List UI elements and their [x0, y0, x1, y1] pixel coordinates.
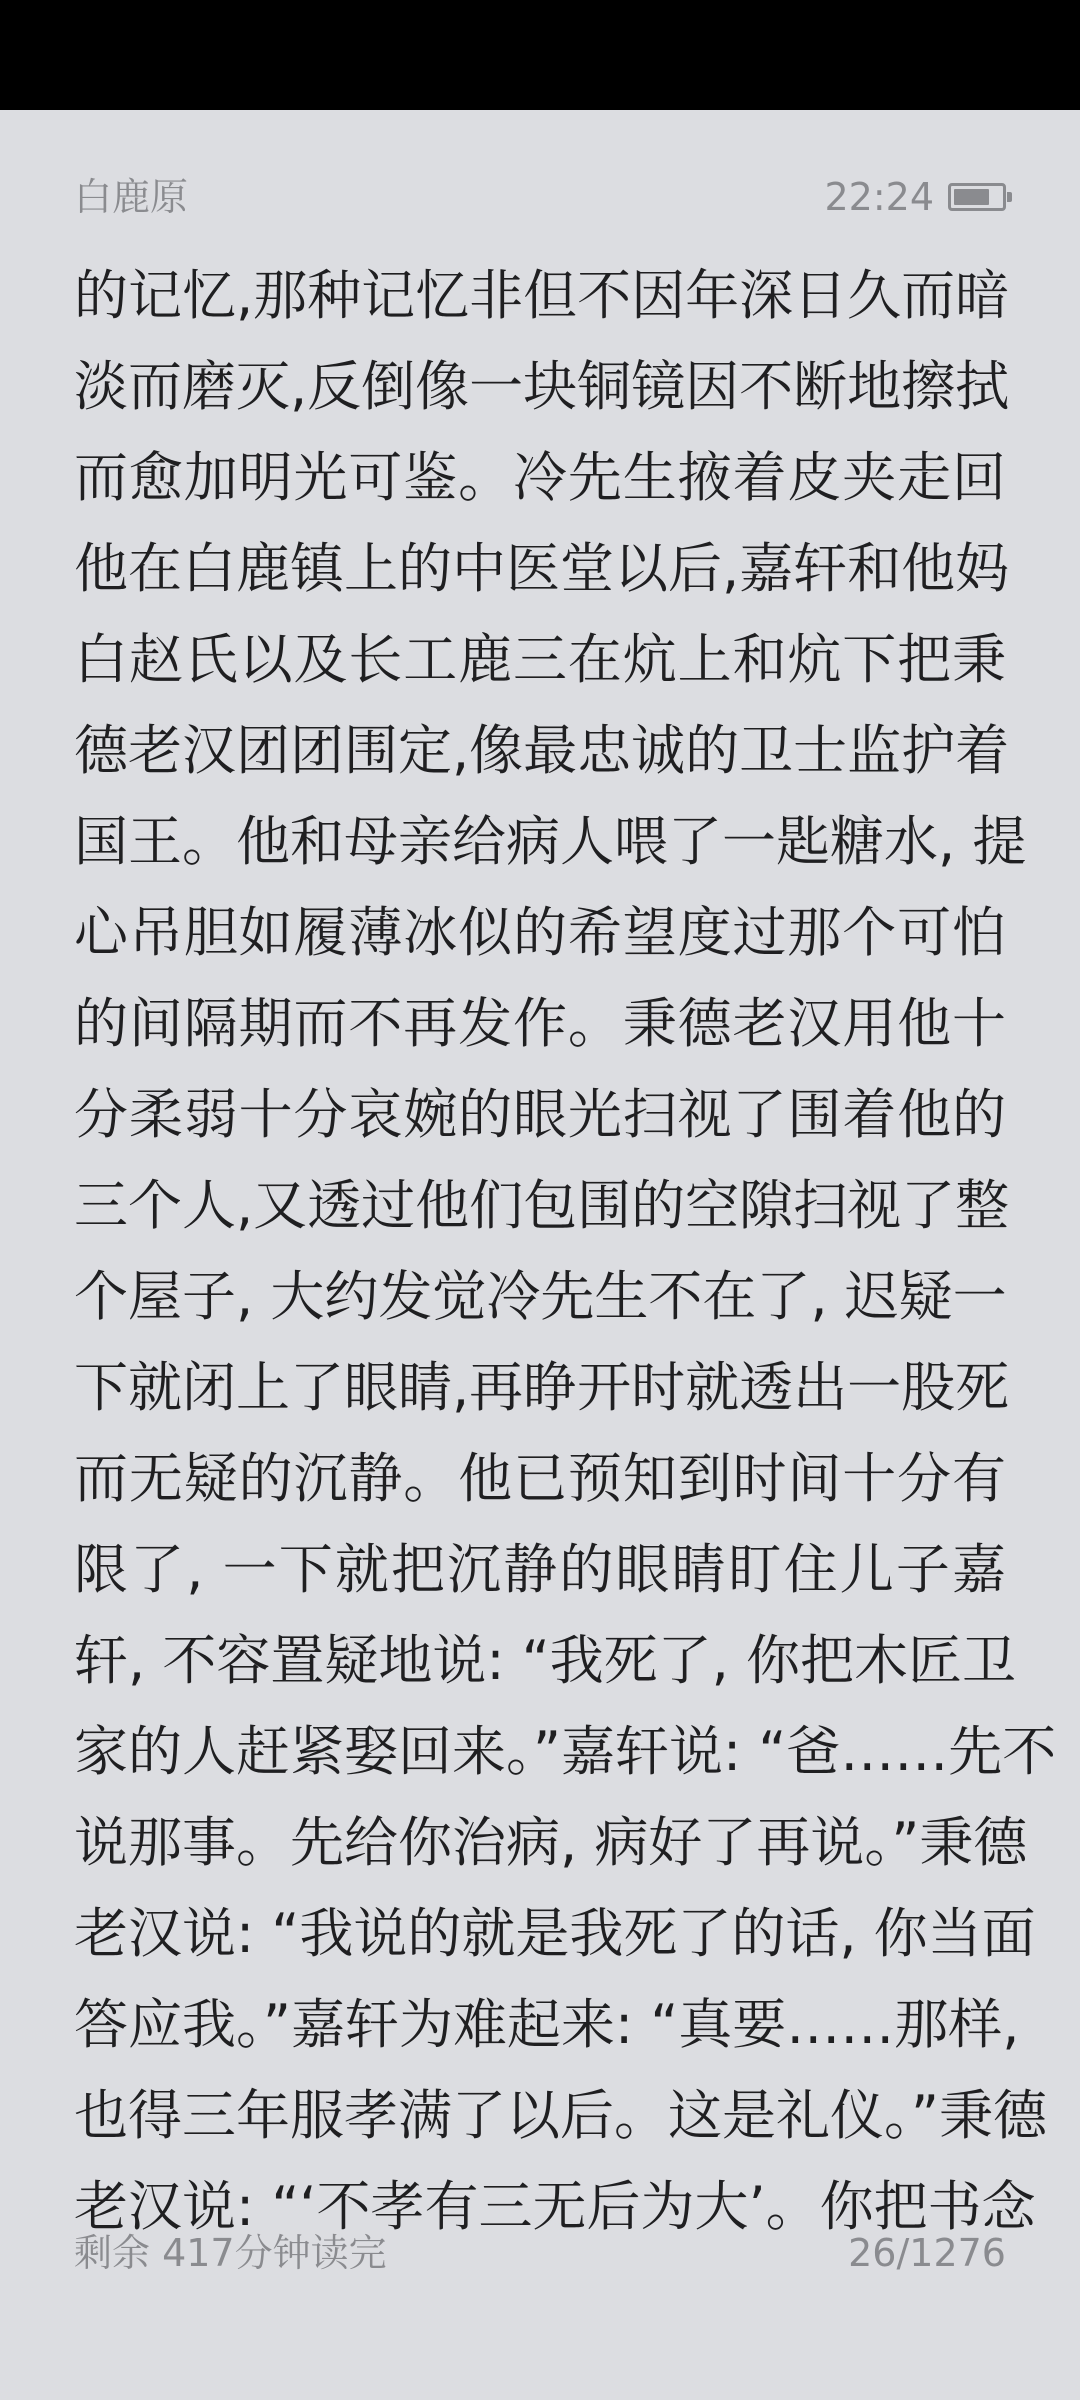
text-line: 下就闭上了眼睛,再睁开时就透出一股死 [74, 1356, 1010, 1419]
text-line: 说那事。先给你治病, 病好了再说。”秉德 [74, 1811, 1028, 1874]
battery-nub [1007, 192, 1012, 202]
text-line: 而无疑的沉静。他已预知到时间十分有 [74, 1447, 1006, 1510]
chapter-text [74, 250, 1057, 2252]
battery-level-fill [954, 189, 989, 205]
text-line: 分柔弱十分哀婉的眼光扫视了围着他的 [74, 1083, 1006, 1146]
text-line: 也得三年服孝满了以后。这是礼仪。”秉德 [74, 2084, 1047, 2147]
text-line: 国王。他和母亲给病人喂了一匙糖水, 提 [74, 810, 1027, 873]
system-status-bar [0, 0, 1080, 110]
text-line: 答应我。”嘉轩为难起来: “真要……那样, [74, 1993, 1020, 2056]
text-line: 的记忆,那种记忆非但不因年深日久而暗 [74, 264, 1010, 327]
text-line: 个屋子, 大约发觉冷先生不在了, 迟疑一 [74, 1265, 1007, 1328]
text-line: 他在白鹿镇上的中医堂以后,嘉轩和他妈 [74, 537, 1010, 600]
text-line: 老汉说: “‘不孝有三无后为大’。你把书念 [74, 2175, 1036, 2238]
text-line: 淡而磨灭,反倒像一块铜镜因不断地擦拭 [74, 355, 1010, 418]
remaining-reading-time: 剩余 417分钟读完 [74, 2231, 387, 2275]
reader-header [74, 172, 1006, 222]
clock-time: 22:24 [824, 175, 934, 219]
reader-page[interactable] [0, 110, 1080, 2400]
book-title: 白鹿原 [74, 175, 189, 219]
text-line: 心吊胆如履薄冰似的希望度过那个可怕 [74, 901, 1006, 964]
text-line: 白赵氏以及长工鹿三在炕上和炕下把秉 [74, 628, 1006, 691]
text-line: 的间隔期而不再发作。秉德老汉用他十 [74, 992, 1006, 1055]
text-line: 老汉说: “我说的就是我死了的话, 你当面 [74, 1902, 1036, 1965]
text-line: 三个人,又透过他们包围的空隙扫视了整 [74, 1174, 1010, 1237]
battery-icon [948, 183, 1006, 211]
text-line: 轩, 不容置疑地说: “我死了, 你把木匠卫 [74, 1629, 1016, 1692]
page-indicator: 26/1276 [848, 2231, 1006, 2275]
text-line: 限了, 一下就把沉静的眼睛盯住儿子嘉 [74, 1538, 1006, 1601]
text-line: 家的人赶紧娶回来。”嘉轩说: “爸……先不 [74, 1720, 1057, 1783]
header-status [824, 172, 1006, 222]
text-line: 德老汉团团围定,像最忠诚的卫士监护着 [74, 719, 1010, 782]
reader-footer [74, 2228, 1006, 2278]
text-line: 而愈加明光可鉴。冷先生掖着皮夹走回 [74, 446, 1006, 509]
